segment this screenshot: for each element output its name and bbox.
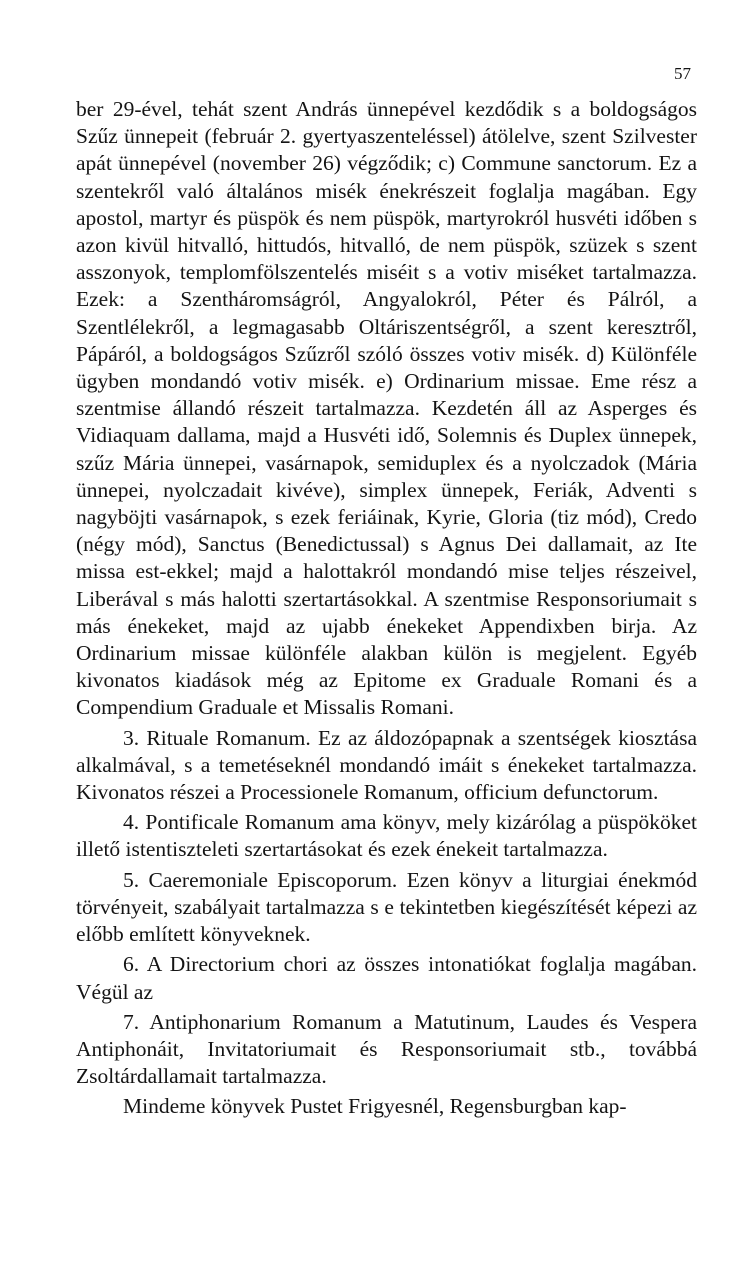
paragraph-rituale: 3. Rituale Romanum. Ez az áldozópapnak a szentségek kiosztása alkalmával, s a temetéseknél mondandó imáit s énekeket tartalmazza. Kivonatos részei a Processionele Romanum, officium defunctorum. <box>76 725 697 805</box>
paragraph-antiphonarium: 7. Antiphonarium Romanum a Matutinum, Laudes és Vespera Antiphonáit, Invitatoriumait és Responsoriumait stb., továbbá Zsoltárdallamait tartalmazza. <box>76 1009 697 1089</box>
body-text <box>76 96 697 1121</box>
paragraph-closing: Mindeme könyvek Pustet Frigyesnél, Regensburgban kap- <box>123 1094 627 1119</box>
page-number: 57 <box>674 64 691 83</box>
paragraph-continuation: ber 29-ével, tehát szent András ünnepével kezdődik s a boldogságos Szűz ünnepeit (február 2. gyertyaszenteléssel) átölelve, szent Szilvester apát ünnepével (november 26) végződik; c) Commune sanctorum. Ez a szentekről való általános misék énekrészeit foglalja magában. Egy apostol, martyr és püspök és nem püspök, martyrokról husvéti időben s azon kivül hitvalló, hittudós, hitvalló, de nem püspök, szüzek s szent asszonyok, templomfölszentelés miséit s a votiv miséket tartalmazza. Ezek: a Szentháromságról, Angyalokról, Péter és Pálról, a Szentlélekről, a legmagasabb Oltáriszentségről, a szent keresztről, Pápáról, a boldogságos Szűzről szóló összes votiv misék. d) Különféle ügyben mondandó votiv misék. e) Ordinarium missae. Eme rész a szentmise állandó részeit tartalmazza. Kezdetén áll az Asperges és Vidiaquam dallama, majd a Husvéti idő, Solemnis és Duplex ünnepek, szűz Mária ünnepei, vasárnapok, semiduplex és a nyolczadok (Mária ünnepei, nyolczadait kivéve), simplex ünnepek, Feriák, Adventi s nagyböjti vasárnapok, s ezek feriáinak, Kyrie, Gloria (tiz mód), Credo (négy mód), Sanctus (Benedictussal) s Agnus Dei dallamait, az Ite missa est-ekkel; majd a halottakról mondandó mise teljes részeivel, Liberával s más halotti szertartásokkal. A szentmise Responsoriumait s más énekeket, majd az ujabb énekeket Appendixben birja. Az Ordinarium missae különféle alakban külön is megjelent. Egyéb kivonatos kiadások még az Epitome ex Graduale Romani és a Compendium Graduale et Missalis Romani. <box>76 97 697 720</box>
paragraph-pontificale: 4. Pontificale Romanum ama könyv, mely kizárólag a püspököket illető istentiszteleti szertartásokat és ezek énekeit tartalmazza. <box>76 810 697 862</box>
paragraph-directorium: 6. A Directorium chori az összes intonatiókat foglalja magában. Végül az <box>76 952 697 1004</box>
paragraph-caeremoniale: 5. Caeremoniale Episcoporum. Ezen könyv a liturgiai énekmód törvényeit, szabályait tartalmazza s e tekintetben kiegészítését képezi az előbb említett könyveknek. <box>76 867 697 947</box>
